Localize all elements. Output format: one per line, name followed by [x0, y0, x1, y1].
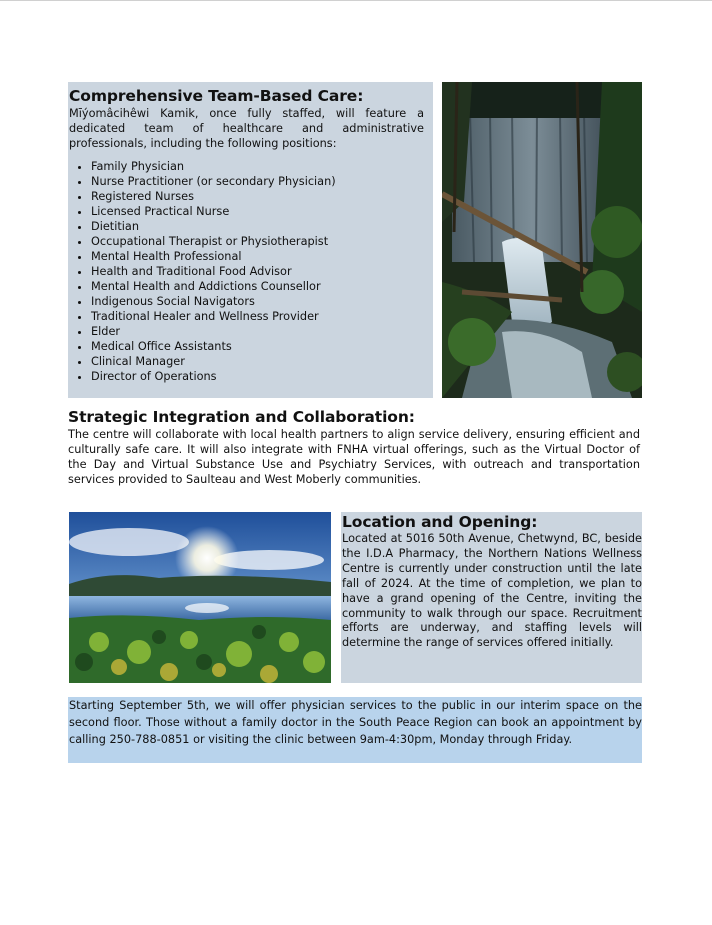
waterfall-forest-photo: [442, 82, 642, 398]
team-care-intro: Mīýomâcihêwi Kamik, once fully staffed, will feature a dedicated team of healthcare and administrative professionals, including the following positions:: [69, 107, 424, 150]
location-body: Located at 5016 50th Avenue, Chetwynd, BC, beside the I.D.A Pharmacy, the Northern Nations Wellness Centre is currently under construction until the late fall of 2024. At the time of completion, we plan to have a grand opening of the Centre, inviting the community to walk through our space. Recruitment efforts are underway, and staffing levels will determine the range of services offered initially.: [342, 532, 642, 650]
list-item: • Health and Traditional Food Advisor: [91, 264, 424, 279]
location-heading: Location and Opening:: [342, 513, 538, 531]
list-item: • Nurse Practitioner (or secondary Physician): [91, 174, 424, 189]
integration-heading: Strategic Integration and Collaboration:: [68, 408, 415, 426]
interim-services-body: Starting September 5th, we will offer physician services to the public in our interim space on the second floor. Those without a family doctor in the South Peace Region can book an appointment by calling 250-788-0851 or visiting the clinic between 9am-4:30pm, Monday through Friday.: [69, 699, 642, 746]
integration-section: [68, 408, 640, 487]
team-care-panel: [68, 82, 433, 398]
list-item: • Mental Health and Addictions Counsellor: [91, 279, 424, 294]
list-item: • Registered Nurses: [91, 189, 424, 204]
team-care-heading: Comprehensive Team-Based Care:: [69, 87, 364, 105]
list-item: • Director of Operations: [91, 369, 424, 384]
location-panel: [341, 512, 642, 683]
list-item: • Occupational Therapist or Physiotherapist: [91, 234, 424, 249]
positions-list: [69, 159, 424, 384]
page-top-border: [0, 0, 712, 1]
list-item: • Indigenous Social Navigators: [91, 294, 424, 309]
lake-landscape-photo: [69, 512, 331, 683]
list-item: • Licensed Practical Nurse: [91, 204, 424, 219]
list-item: • Family Physician: [91, 159, 424, 174]
list-item: • Medical Office Assistants: [91, 339, 424, 354]
list-item: • Dietitian: [91, 219, 424, 234]
list-item: • Clinical Manager: [91, 354, 424, 369]
integration-body: The centre will collaborate with local health partners to align service delivery, ensuring efficient and culturally safe care. It will also integrate with FNHA virtual offerings, such as the Virtual Doctor of the Day and Virtual Substance Use and Psychiatry Services, with outreach and transportation services provided to Saulteau and West Moberly communities.: [68, 428, 640, 486]
list-item: • Traditional Healer and Wellness Provider: [91, 309, 424, 324]
interim-services-panel: [68, 697, 642, 763]
list-item: • Mental Health Professional: [91, 249, 424, 264]
list-item: • Elder: [91, 324, 424, 339]
